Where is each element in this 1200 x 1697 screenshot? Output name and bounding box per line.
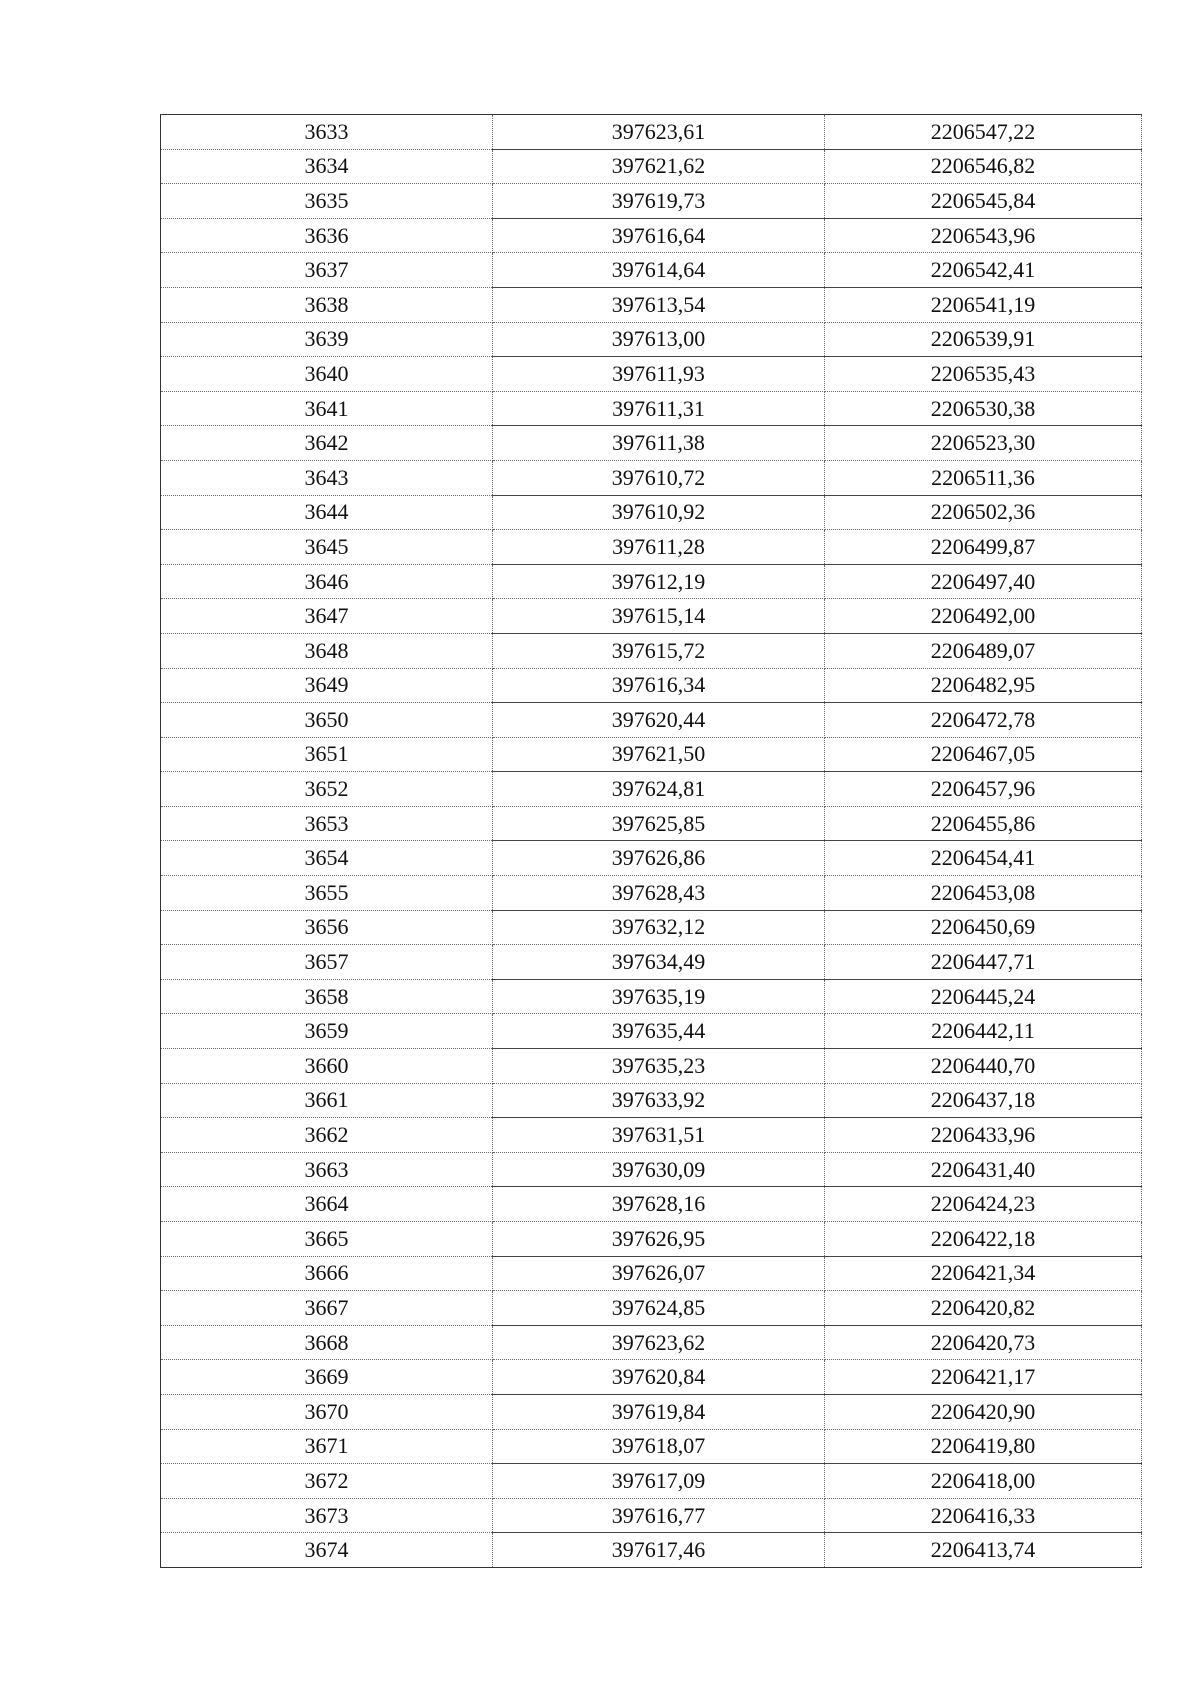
x-coordinate-cell: 397613,54 — [493, 287, 825, 322]
y-coordinate-cell: 2206492,00 — [825, 599, 1142, 634]
table-row — [161, 564, 1142, 599]
table-row — [161, 530, 1142, 565]
x-coordinate-cell: 397635,44 — [493, 1014, 825, 1049]
x-coordinate-cell: 397626,95 — [493, 1222, 825, 1257]
x-coordinate-cell: 397611,28 — [493, 530, 825, 565]
y-coordinate-cell: 2206422,18 — [825, 1222, 1142, 1257]
x-coordinate-cell: 397635,23 — [493, 1049, 825, 1084]
y-coordinate-cell: 2206418,00 — [825, 1464, 1142, 1499]
table-row — [161, 495, 1142, 530]
x-coordinate-cell: 397633,92 — [493, 1083, 825, 1118]
point-number-cell: 3671 — [161, 1429, 493, 1464]
x-coordinate-cell: 397611,38 — [493, 426, 825, 461]
point-number-cell: 3650 — [161, 703, 493, 738]
x-coordinate-cell: 397623,61 — [493, 115, 825, 150]
x-coordinate-cell: 397615,14 — [493, 599, 825, 634]
x-coordinate-cell: 397632,12 — [493, 910, 825, 945]
y-coordinate-cell: 2206547,22 — [825, 115, 1142, 150]
table-row — [161, 876, 1142, 911]
y-coordinate-cell: 2206499,87 — [825, 530, 1142, 565]
y-coordinate-cell: 2206420,90 — [825, 1394, 1142, 1429]
y-coordinate-cell: 2206420,82 — [825, 1291, 1142, 1326]
table-row — [161, 391, 1142, 426]
point-number-cell: 3673 — [161, 1498, 493, 1533]
point-number-cell: 3641 — [161, 391, 493, 426]
table-row — [161, 1083, 1142, 1118]
x-coordinate-cell: 397619,73 — [493, 184, 825, 219]
y-coordinate-cell: 2206467,05 — [825, 737, 1142, 772]
point-number-cell: 3647 — [161, 599, 493, 634]
table-row — [161, 806, 1142, 841]
x-coordinate-cell: 397620,44 — [493, 703, 825, 738]
x-coordinate-cell: 397617,09 — [493, 1464, 825, 1499]
table-row — [161, 184, 1142, 219]
table-row — [161, 1394, 1142, 1429]
table-row — [161, 633, 1142, 668]
table-row — [161, 322, 1142, 357]
table-row — [161, 737, 1142, 772]
x-coordinate-cell: 397620,84 — [493, 1360, 825, 1395]
y-coordinate-cell: 2206546,82 — [825, 149, 1142, 184]
point-number-cell: 3656 — [161, 910, 493, 945]
x-coordinate-cell: 397616,34 — [493, 668, 825, 703]
point-number-cell: 3651 — [161, 737, 493, 772]
y-coordinate-cell: 2206445,24 — [825, 979, 1142, 1014]
x-coordinate-cell: 397631,51 — [493, 1118, 825, 1153]
table-row — [161, 841, 1142, 876]
table-row — [161, 1498, 1142, 1533]
table-row — [161, 668, 1142, 703]
x-coordinate-cell: 397619,84 — [493, 1394, 825, 1429]
table-row — [161, 1533, 1142, 1568]
x-coordinate-cell: 397635,19 — [493, 979, 825, 1014]
x-coordinate-cell: 397626,07 — [493, 1256, 825, 1291]
x-coordinate-cell: 397615,72 — [493, 633, 825, 668]
x-coordinate-cell: 397618,07 — [493, 1429, 825, 1464]
coordinates-table — [160, 114, 1142, 1568]
point-number-cell: 3639 — [161, 322, 493, 357]
table-row — [161, 1049, 1142, 1084]
x-coordinate-cell: 397630,09 — [493, 1152, 825, 1187]
table-row — [161, 1152, 1142, 1187]
table-row — [161, 1222, 1142, 1257]
x-coordinate-cell: 397610,92 — [493, 495, 825, 530]
point-number-cell: 3674 — [161, 1533, 493, 1568]
point-number-cell: 3672 — [161, 1464, 493, 1499]
table-row — [161, 979, 1142, 1014]
x-coordinate-cell: 397616,77 — [493, 1498, 825, 1533]
x-coordinate-cell: 397634,49 — [493, 945, 825, 980]
point-number-cell: 3644 — [161, 495, 493, 530]
x-coordinate-cell: 397613,00 — [493, 322, 825, 357]
point-number-cell: 3635 — [161, 184, 493, 219]
point-number-cell: 3659 — [161, 1014, 493, 1049]
point-number-cell: 3669 — [161, 1360, 493, 1395]
y-coordinate-cell: 2206539,91 — [825, 322, 1142, 357]
y-coordinate-cell: 2206437,18 — [825, 1083, 1142, 1118]
point-number-cell: 3653 — [161, 806, 493, 841]
table-row — [161, 426, 1142, 461]
table-row — [161, 1256, 1142, 1291]
y-coordinate-cell: 2206523,30 — [825, 426, 1142, 461]
y-coordinate-cell: 2206413,74 — [825, 1533, 1142, 1568]
y-coordinate-cell: 2206450,69 — [825, 910, 1142, 945]
x-coordinate-cell: 397624,85 — [493, 1291, 825, 1326]
point-number-cell: 3661 — [161, 1083, 493, 1118]
x-coordinate-cell: 397621,50 — [493, 737, 825, 772]
x-coordinate-cell: 397610,72 — [493, 460, 825, 495]
table-row — [161, 703, 1142, 738]
y-coordinate-cell: 2206421,34 — [825, 1256, 1142, 1291]
coordinates-table-body — [161, 115, 1142, 1568]
point-number-cell: 3648 — [161, 633, 493, 668]
y-coordinate-cell: 2206431,40 — [825, 1152, 1142, 1187]
x-coordinate-cell: 397626,86 — [493, 841, 825, 876]
y-coordinate-cell: 2206535,43 — [825, 357, 1142, 392]
y-coordinate-cell: 2206453,08 — [825, 876, 1142, 911]
x-coordinate-cell: 397617,46 — [493, 1533, 825, 1568]
y-coordinate-cell: 2206541,19 — [825, 287, 1142, 322]
point-number-cell: 3670 — [161, 1394, 493, 1429]
table-row — [161, 1118, 1142, 1153]
y-coordinate-cell: 2206489,07 — [825, 633, 1142, 668]
x-coordinate-cell: 397614,64 — [493, 253, 825, 288]
table-row — [161, 1325, 1142, 1360]
point-number-cell: 3638 — [161, 287, 493, 322]
point-number-cell: 3668 — [161, 1325, 493, 1360]
y-coordinate-cell: 2206424,23 — [825, 1187, 1142, 1222]
point-number-cell: 3665 — [161, 1222, 493, 1257]
y-coordinate-cell: 2206497,40 — [825, 564, 1142, 599]
x-coordinate-cell: 397628,16 — [493, 1187, 825, 1222]
y-coordinate-cell: 2206420,73 — [825, 1325, 1142, 1360]
y-coordinate-cell: 2206543,96 — [825, 218, 1142, 253]
point-number-cell: 3658 — [161, 979, 493, 1014]
table-row — [161, 772, 1142, 807]
y-coordinate-cell: 2206433,96 — [825, 1118, 1142, 1153]
y-coordinate-cell: 2206457,96 — [825, 772, 1142, 807]
point-number-cell: 3662 — [161, 1118, 493, 1153]
y-coordinate-cell: 2206440,70 — [825, 1049, 1142, 1084]
table-row — [161, 287, 1142, 322]
point-number-cell: 3663 — [161, 1152, 493, 1187]
x-coordinate-cell: 397625,85 — [493, 806, 825, 841]
table-row — [161, 1464, 1142, 1499]
x-coordinate-cell: 397616,64 — [493, 218, 825, 253]
y-coordinate-cell: 2206482,95 — [825, 668, 1142, 703]
y-coordinate-cell: 2206502,36 — [825, 495, 1142, 530]
y-coordinate-cell: 2206447,71 — [825, 945, 1142, 980]
point-number-cell: 3649 — [161, 668, 493, 703]
point-number-cell: 3640 — [161, 357, 493, 392]
y-coordinate-cell: 2206442,11 — [825, 1014, 1142, 1049]
point-number-cell: 3667 — [161, 1291, 493, 1326]
table-row — [161, 945, 1142, 980]
x-coordinate-cell: 397611,93 — [493, 357, 825, 392]
table-row — [161, 1429, 1142, 1464]
y-coordinate-cell: 2206545,84 — [825, 184, 1142, 219]
point-number-cell: 3637 — [161, 253, 493, 288]
table-row — [161, 1187, 1142, 1222]
point-number-cell: 3666 — [161, 1256, 493, 1291]
point-number-cell: 3634 — [161, 149, 493, 184]
y-coordinate-cell: 2206542,41 — [825, 253, 1142, 288]
table-row — [161, 599, 1142, 634]
point-number-cell: 3636 — [161, 218, 493, 253]
y-coordinate-cell: 2206455,86 — [825, 806, 1142, 841]
point-number-cell: 3643 — [161, 460, 493, 495]
x-coordinate-cell: 397628,43 — [493, 876, 825, 911]
y-coordinate-cell: 2206454,41 — [825, 841, 1142, 876]
table-row — [161, 910, 1142, 945]
y-coordinate-cell: 2206472,78 — [825, 703, 1142, 738]
table-row — [161, 460, 1142, 495]
y-coordinate-cell: 2206530,38 — [825, 391, 1142, 426]
y-coordinate-cell: 2206421,17 — [825, 1360, 1142, 1395]
table-row — [161, 357, 1142, 392]
y-coordinate-cell: 2206511,36 — [825, 460, 1142, 495]
point-number-cell: 3642 — [161, 426, 493, 461]
y-coordinate-cell: 2206419,80 — [825, 1429, 1142, 1464]
x-coordinate-cell: 397621,62 — [493, 149, 825, 184]
table-row — [161, 218, 1142, 253]
table-row — [161, 1291, 1142, 1326]
y-coordinate-cell: 2206416,33 — [825, 1498, 1142, 1533]
point-number-cell: 3646 — [161, 564, 493, 599]
point-number-cell: 3654 — [161, 841, 493, 876]
point-number-cell: 3664 — [161, 1187, 493, 1222]
point-number-cell: 3645 — [161, 530, 493, 565]
table-row — [161, 115, 1142, 150]
point-number-cell: 3657 — [161, 945, 493, 980]
table-row — [161, 149, 1142, 184]
table-row — [161, 1360, 1142, 1395]
table-row — [161, 1014, 1142, 1049]
x-coordinate-cell: 397611,31 — [493, 391, 825, 426]
table-row — [161, 253, 1142, 288]
point-number-cell: 3655 — [161, 876, 493, 911]
point-number-cell: 3633 — [161, 115, 493, 150]
x-coordinate-cell: 397612,19 — [493, 564, 825, 599]
x-coordinate-cell: 397623,62 — [493, 1325, 825, 1360]
x-coordinate-cell: 397624,81 — [493, 772, 825, 807]
point-number-cell: 3652 — [161, 772, 493, 807]
point-number-cell: 3660 — [161, 1049, 493, 1084]
